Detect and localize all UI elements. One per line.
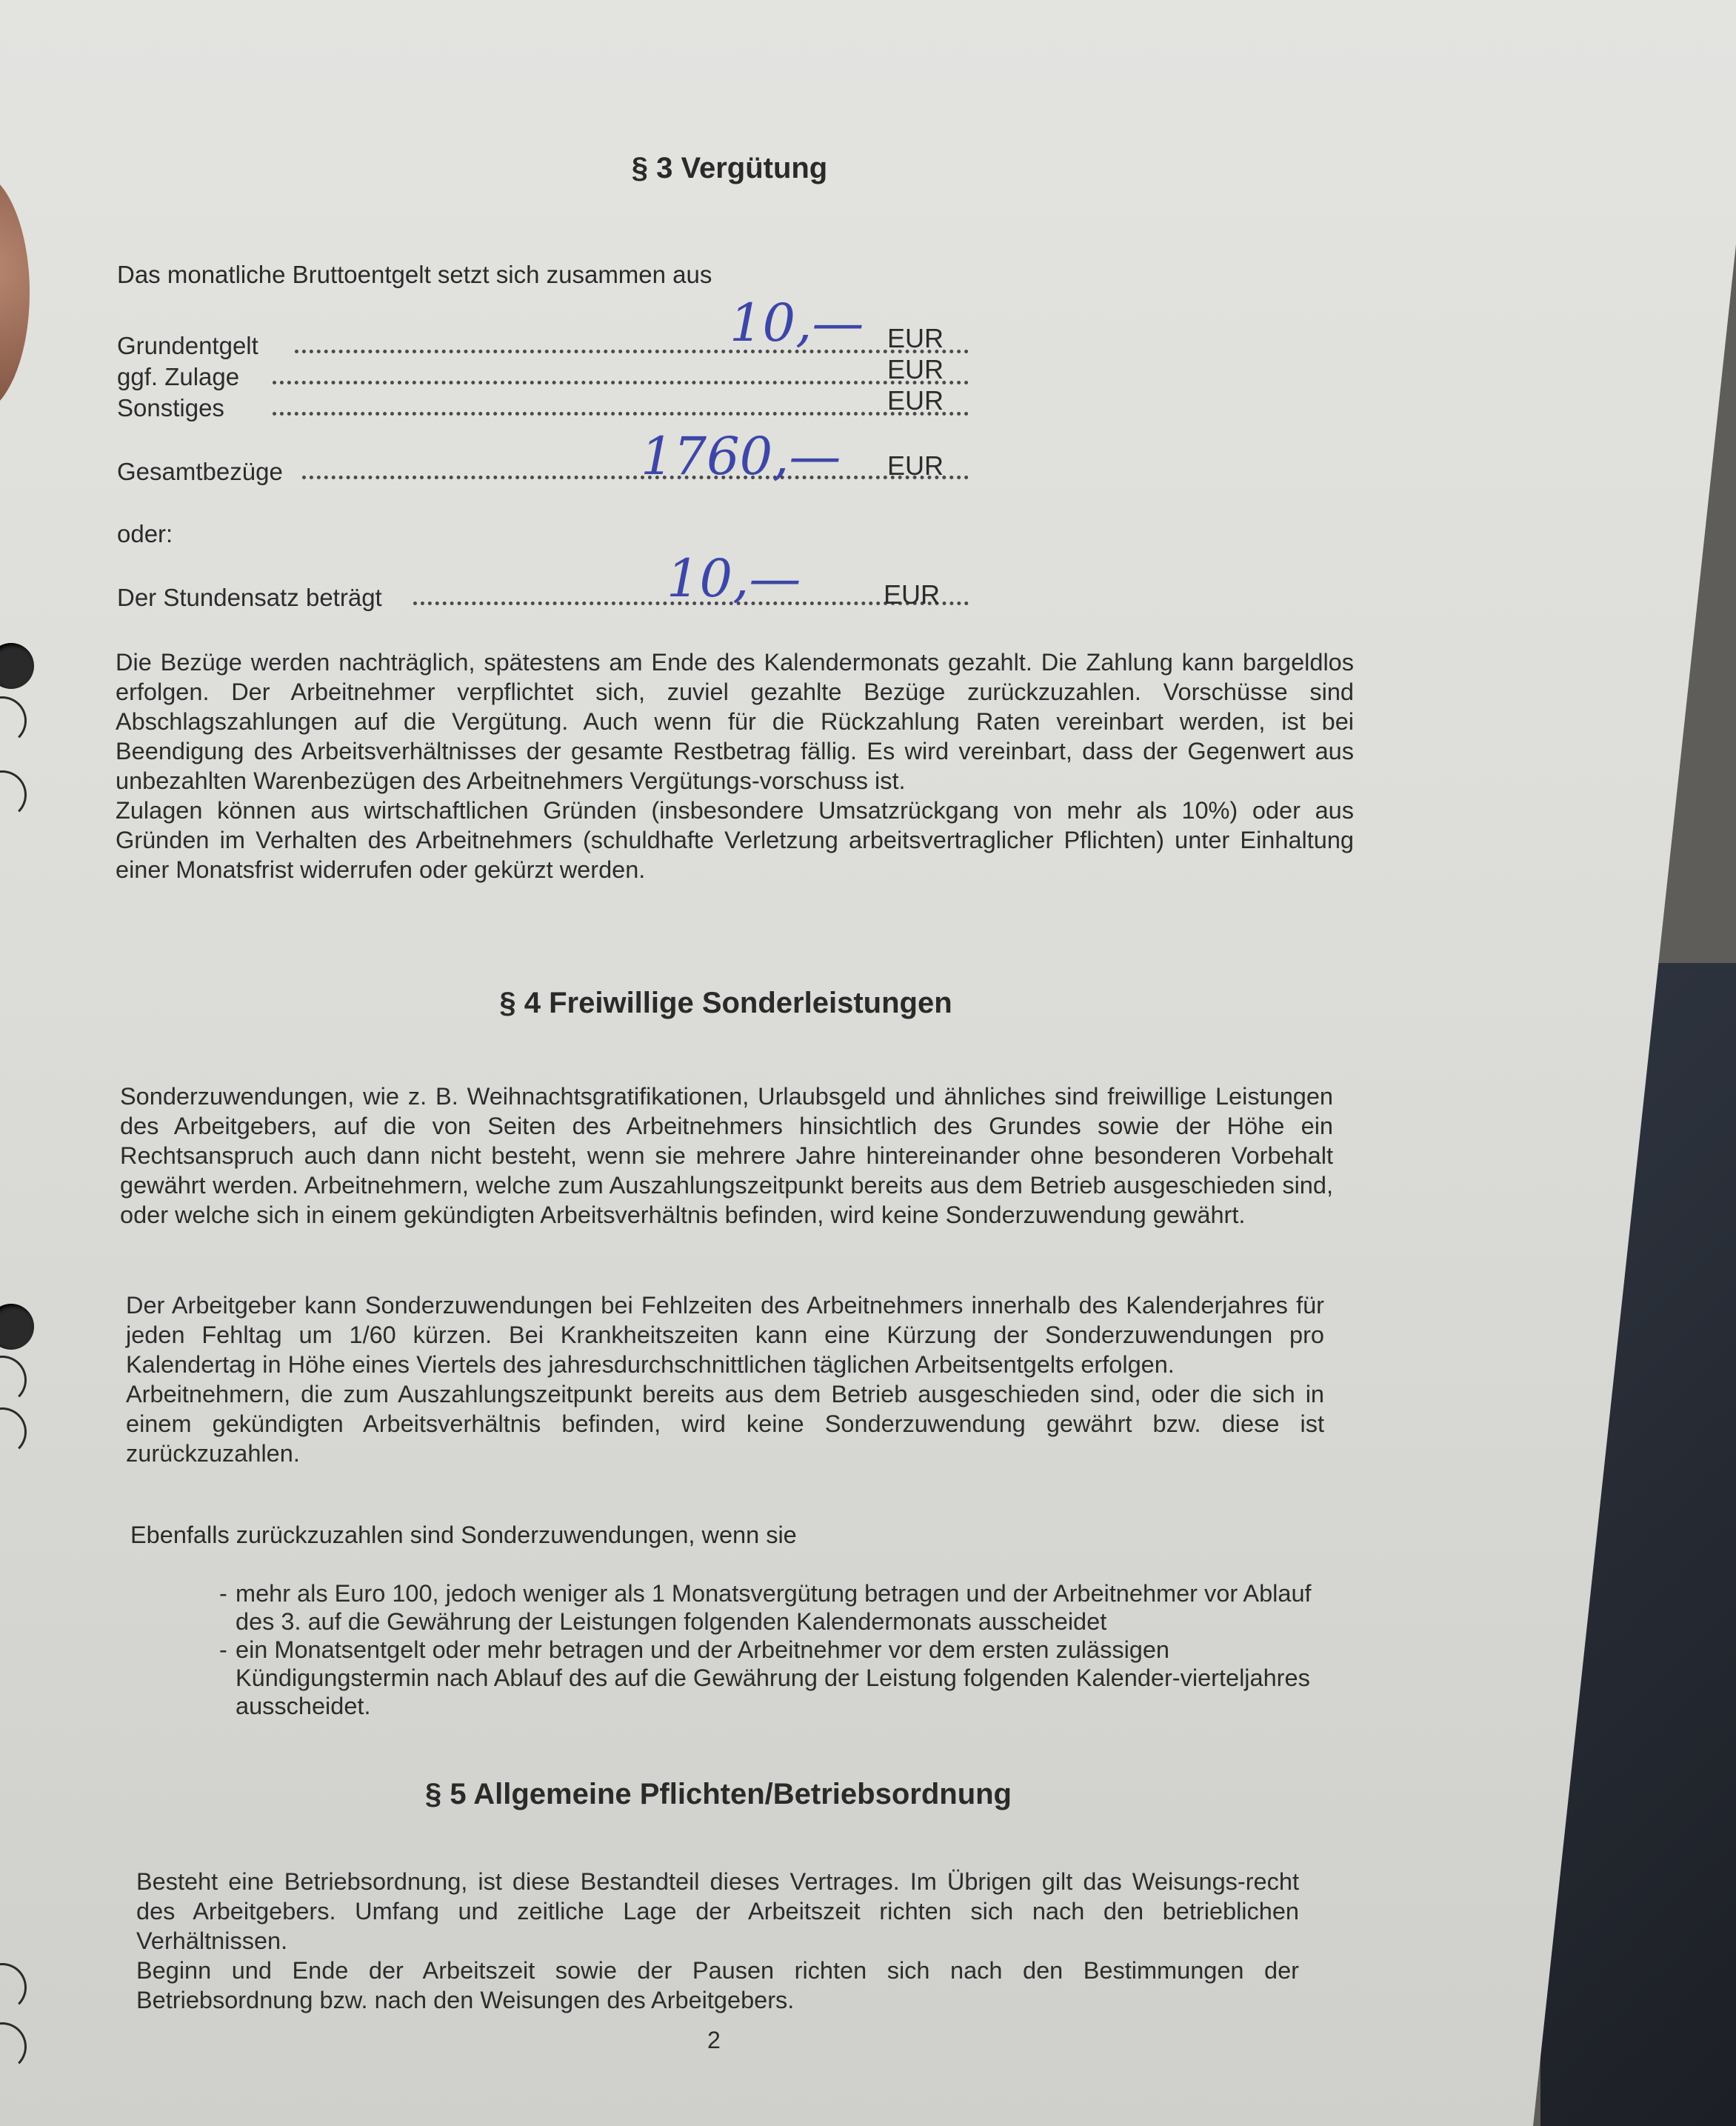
- row-zulage: [117, 354, 961, 396]
- currency-label: EUR: [887, 385, 944, 416]
- paragraph-text: Zulagen können aus wirtschaftlichen Gründen (insbesondere Umsatzrückgang von mehr als 10%) oder aus Gründen im Verhalten des Arbeitnehmers (schuldhafte Verletzung arbeitsvertraglicher Pflichten) unter Einhaltung einer Monatsfrist widerrufen oder gekürzt werden.: [116, 797, 1354, 883]
- paragraph-text: Die Bezüge werden nachträglich, spätestens am Ende des Kalendermonats gezahlt. Die Zahlung kann bargeldlos erfolgen. Der Arbeitnehmer verpflichtet sich, zuviel gezahlte Bezüge zurückzuzahlen. Vorschüsse sind Abschlagszahlungen auf die Vergütung. Auch wenn für die Rückzahlung Raten vereinbart werden, ist bei Beendigung des Arbeitsverhältnisses der gesamte Restbetrag fällig. Es wird vereinbart, dass der Gegenwert aus unbezahlten Warenbezügen des Arbeitnehmers Vergütungs-vorschuss ist.: [116, 649, 1354, 794]
- currency-label: EUR: [884, 579, 941, 610]
- paragraph-text: Der Arbeitgeber kann Sonderzuwendungen bei Fehlzeiten des Arbeitnehmers innerhalb des Kalenderjahres für jeden Fehltag um 1/60 kürzen. Bei Krankheitszeiten kann eine Kürzung der Sonderzuwendungen pro Kalendertag in Höhe eines Viertels des jahresdurchschnittlichen täglichen Arbeitsentgelts erfolgen.: [126, 1292, 1324, 1378]
- page-number: 2: [707, 2027, 721, 2053]
- payment-terms-paragraph: [116, 647, 1354, 884]
- work-rules-paragraph: [136, 1867, 1299, 2015]
- dotted-leader: [295, 350, 969, 353]
- list-item-text: ein Monatsentgelt oder mehr betragen und der Arbeitnehmer vor dem ersten zulässigen Kündigungstermin nach Ablauf des auf die Gewährung der Leistung folgenden Kalender-vierteljahres ausscheidet.: [236, 1636, 1310, 1719]
- list-item: - mehr als Euro 100, jedoch weniger als 1 Monatsvergütung betragen und der Arbeitnehmer vor Ablauf des 3. auf die Gewährung der Leistungen folgenden Kalendermonats ausscheidet: [219, 1580, 1312, 1635]
- repayment-intro: Ebenfalls zurückzuzahlen sind Sonderzuwendungen, wenn sie: [130, 1522, 797, 1548]
- row-label: Sonstiges: [117, 394, 224, 421]
- handwritten-gesamtbezuege: 1760,—: [641, 426, 841, 487]
- currency-label: EUR: [887, 323, 944, 353]
- currency-label: EUR: [887, 450, 944, 481]
- paragraph-text: Sonderzuwendungen, wie z. B. Weihnachtsgratifikationen, Urlaubsgeld und ähnliches sind freiwillige Leistungen des Arbeitgebers, auf die von Seiten des Arbeitnehmers hinsichtlich des Grundes sowie der Höhe ein Rechtsanspruch auch dann nicht besteht, wenn sie mehrere Jahre hintereinander ohne besonderen Vorbehalt gewährt werden. Arbeitnehmern, welche zum Auszahlungszeitpunkt bereits aus dem Betrieb ausgeschieden sind, oder welche sich in einem gekündigten Arbeitsverhältnis befinden, wird keine Sonderzuwendung gewährt.: [120, 1083, 1333, 1228]
- section-5-heading: § 5 Allgemeine Pflichten/Betriebsordnung: [425, 1778, 1012, 1810]
- list-item: - ein Monatsentgelt oder mehr betragen und der Arbeitnehmer vor dem ersten zulässigen Kündigungstermin nach Ablauf des auf die Gewährung der Leistung folgenden Kalender-vierteljahres ausscheidet.: [219, 1636, 1310, 1719]
- paragraph-text: Arbeitnehmern, die zum Auszahlungszeitpunkt bereits aus dem Betrieb ausgeschieden sind, oder die sich in einem gekündigten Arbeitsverhältnis befinden, wird keine Sonderzuwendung gewährt bzw. diese ist zurückzuzahlen.: [126, 1381, 1324, 1467]
- compensation-intro: Das monatliche Bruttoentgelt setzt sich zusammen aus: [117, 261, 712, 288]
- dotted-leader: [302, 476, 969, 479]
- list-item-text: mehr als Euro 100, jedoch weniger als 1 Monatsvergütung betragen und der Arbeitnehmer vor Ablauf des 3. auf die Gewährung der Leistungen folgenden Kalendermonats ausscheidet: [236, 1580, 1312, 1635]
- absence-reduction-paragraph: [126, 1290, 1324, 1468]
- paragraph-text: Beginn und Ende der Arbeitszeit sowie der Pausen richten sich nach den Bestimmungen der Betriebsordnung bzw. nach den Weisungen des Arbeitgebers.: [136, 1957, 1299, 2013]
- row-label: Der Stundensatz beträgt: [117, 584, 382, 611]
- repayment-conditions-list: [219, 1579, 1323, 1720]
- row-label: Grundentgelt: [117, 332, 258, 359]
- row-sonstiges: [117, 385, 961, 427]
- row-stundensatz: [117, 579, 961, 616]
- handwritten-stundensatz: 10,—: [667, 548, 801, 609]
- handwritten-grundentgelt: 10,—: [730, 293, 864, 353]
- dotted-leader: [273, 381, 969, 384]
- paragraph-text: Besteht eine Betriebsordnung, ist diese Bestandteil dieses Vertrages. Im Übrigen gilt das Weisungs-recht des Arbeitgebers. Umfang und zeitliche Lage der Arbeitszeit richten sich nach den betrieblichen Verhältnissen.: [136, 1868, 1299, 1954]
- section-3-heading: § 3 Vergütung: [631, 152, 828, 184]
- row-label: Gesamtbezüge: [117, 458, 283, 485]
- dotted-leader: [273, 412, 969, 416]
- currency-label: EUR: [887, 354, 944, 384]
- special-payments-paragraph: [120, 1082, 1333, 1230]
- section-4-heading: § 4 Freiwillige Sonderleistungen: [499, 987, 952, 1019]
- or-label: oder:: [117, 520, 173, 547]
- row-label: ggf. Zulage: [117, 363, 240, 390]
